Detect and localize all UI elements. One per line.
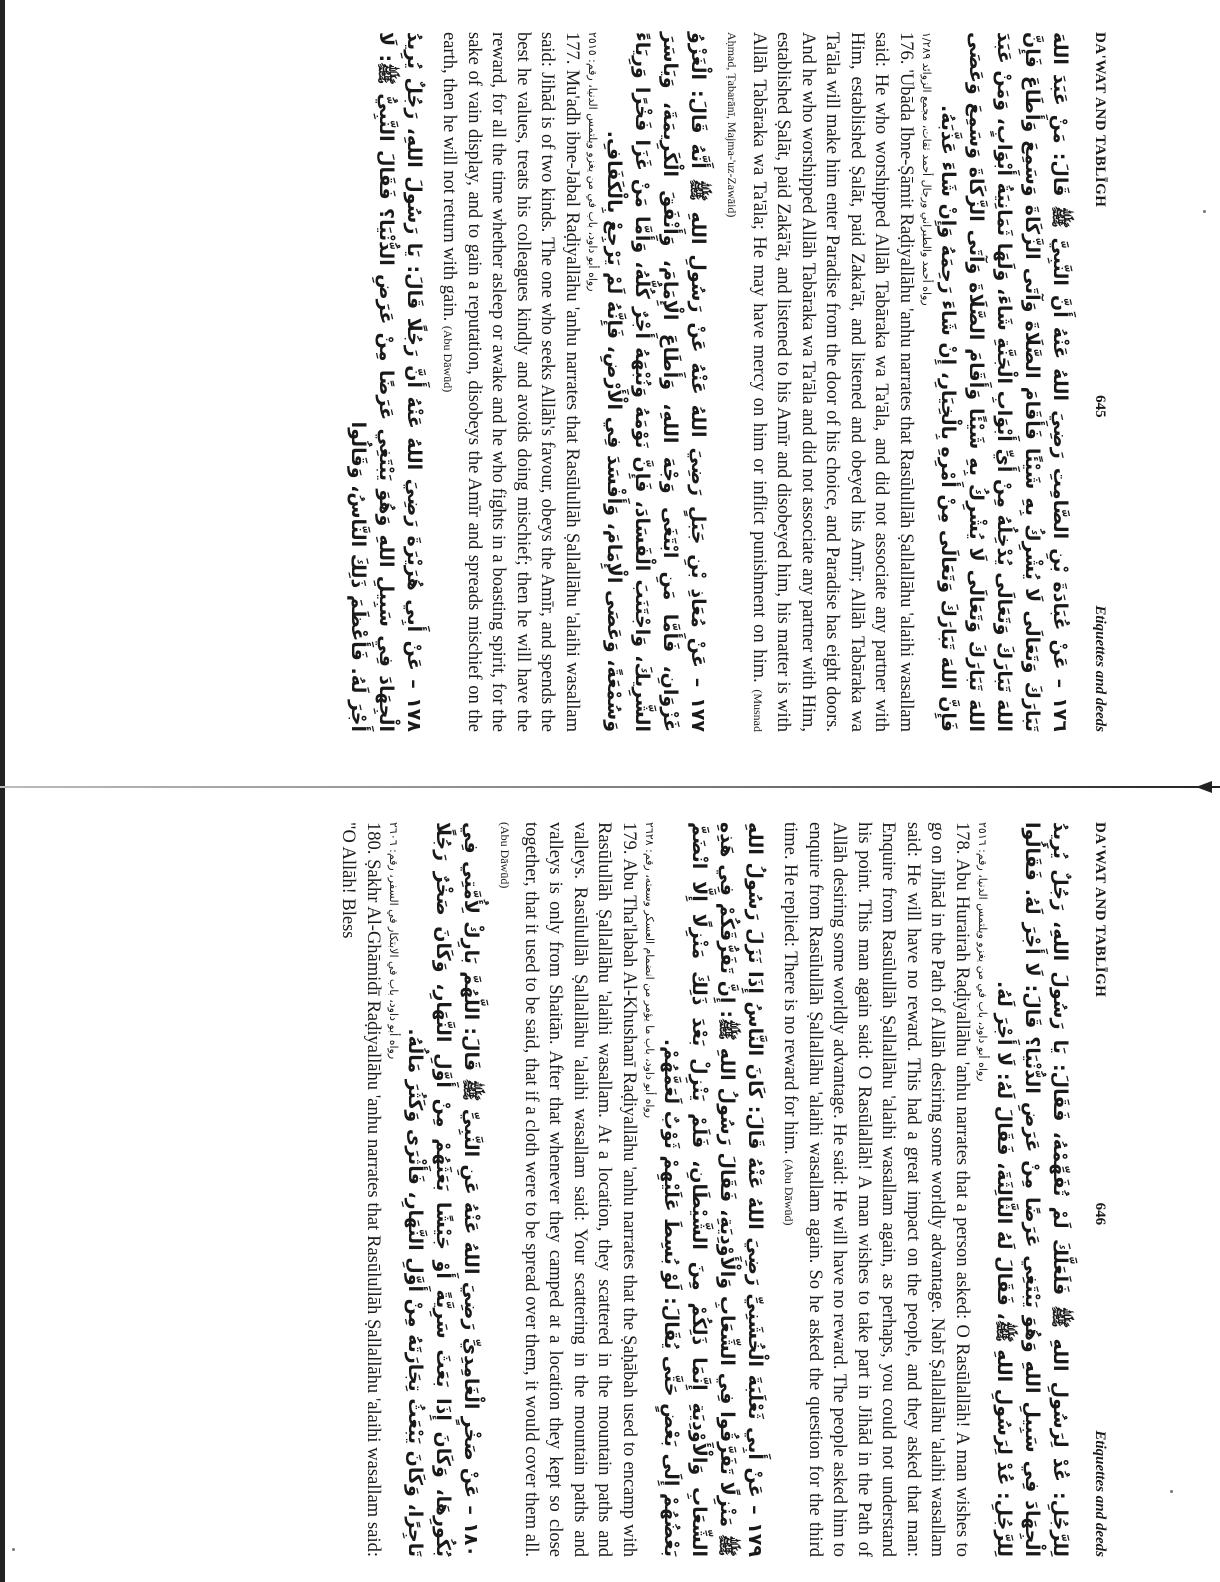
page-header bbox=[1074, 822, 1108, 1557]
scan-speck bbox=[1203, 210, 1206, 213]
hadith-178-reference: رواه أبو داود، باب في من يغزو ويلتمس الدنيا، رقم: ٢٥١٦ bbox=[976, 822, 989, 1082]
hadith-178-source: (Abu Dāwūd) bbox=[782, 1159, 797, 1226]
page-number: 645 bbox=[1092, 395, 1108, 418]
hadith-180-reference: رواه أبو داود، باب في الابتكار في السفر، رقم: ٢٦٠٦ bbox=[387, 822, 400, 1060]
hadith-178-english bbox=[777, 822, 974, 1557]
hadith-180-english: 180. Ṣakhr Al-Ghāmidī Raḍiyallāhu 'anhu narrates that Rasūlullāh Ṣallallāhu 'alaihi wasallam said: "O Allāh! Bless bbox=[338, 822, 383, 1557]
hadith-176-source: (Musnad Aḥmad, Ṭabarānī, Majma-'uz-Zawāid) bbox=[725, 32, 765, 733]
section-title: Etiquettes and deeds bbox=[1092, 1430, 1108, 1557]
book-page-645 bbox=[98, 32, 1108, 732]
hadith-176-reference: رواه أحمد والطبراني ورجال أحمد ثقات، مجمع الزوائد ١/٢٨٩ bbox=[920, 32, 933, 306]
book-title: DA'WAT AND TABLĪGH bbox=[1092, 32, 1108, 208]
hadith-177-source: (Abu Dāwūd) bbox=[441, 325, 456, 393]
hadith-179-reference: رواه أبو داود، باب ما يؤمر من انضمام العسكر وسعته، رقم: ٢٦٢٨ bbox=[643, 822, 656, 1119]
book-page-646 bbox=[98, 822, 1108, 1557]
page-header bbox=[1074, 32, 1108, 732]
book-title: DA'WAT AND TABLĪGH bbox=[1092, 822, 1108, 998]
hadith-178-translation: 178. Abu Hurairah Raḍiyallāhu 'anhu narrates that a person asked: O Rasūlallāh! A man wishes to go on Jihād in the Path of Allāh desiring some worldly advantage. Nabī Ṣallallāhu 'alaihi wasallam said: He will have no reward. This had a great impact on the people, and they asked that man: Enquire from Rasūlullāh Ṣallallāhu 'alaihi wasallam again, as perhaps, you could not understand his point. This man again said: O Rasūlallāh! A man wishes to take part in Jihād in the Path of Allāh desiring some worldly advantage. He said: He will have no reward. The people asked him to enquire from Rasūlullāh Ṣallallāhu 'alaihi wasallam again. So he asked the question for the third time. He replied: There is no reward for him. bbox=[780, 822, 972, 1557]
page-number: 646 bbox=[1092, 1202, 1108, 1226]
scan-spine-edge bbox=[0, 0, 5, 1582]
scan-speck bbox=[1170, 1490, 1173, 1493]
hadith-176-translation: 176. 'Ubāda Ibne-Ṣāmit Raḍiyallāhu 'anhu narrates that Rasūlullāh Ṣallallāhu 'alaihi wasallam said: He who worshipped Allāh Tabāraka wa Ta'āla, and did not associate any partner with Him, established Ṣalāt, paid Zaka'āt, and listened and obeyed his Amīr; Allāh Tabāraka wa Ta'āla will make him enter Paradise from the door of his choice, and Paradise has eight doors. And he who worshipped Allāh Tabāraka wa Ta'āla and did not associate any partner with Him, established Ṣalāt, paid Zakā'āt, and listened to his Amīr and disobeyed him, his matter is with Allāh Tabāraka wa Ta'āla; He may have mercy on him or inflict punishment on him. bbox=[749, 32, 916, 732]
hadith-179-source: (Abu Dāwūd) bbox=[498, 822, 513, 889]
page-fold-line bbox=[0, 786, 1220, 788]
hadith-179-translation: 179. Abu Tha'labah Al-Khushanī Raḍiyallāhu 'anhu narrates that the Ṣaḥābah used to encamp with Rasūlullāh Ṣallallāhu 'alaihi wasallam. At a location, they scattered in the mountain paths and valleys. Rasūlullāh Ṣallallāhu 'alaihi wasallam said: Your scattering in the mountain paths and valleys is only from Shaitān. After that whenever they camped at a location they kept so close together, that it used to be said, that if a cloth were to be spread over them, it would cover them all. bbox=[521, 822, 639, 1557]
fold-marker bbox=[1196, 781, 1212, 793]
hadith-176-arabic: ١٧٦ – عَنْ عُبَادَةَ بْنِ الصَّامِتِ رَضِيَ اللهُ عَنْهُ أَنَّ النَّبِيَّ ﷺ قَالَ: مَنْ عَبَدَ اللهَ تَبَارَكَ وَتَعَالَى لَا يُشْرِكُ بِهِ شَيْئًا فَأَقَامَ الصَّلَاةَ وَآتَى الزَّكَاةَ وَسَمِعَ وَأَطَاعَ فَإِنَّ اللهَ تَبَارَكَ وَتَعَالَى يُدْخِلُهُ مِنْ أَيِّ أَبْوَابِ الْجَنَّةِ شَاءَ، وَلَهَا ثَمَانِيَةُ أَبْوَابٍ، وَمَنْ عَبَدَ اللهَ تَبَارَكَ وَتَعَالَى لَا يُشْرِكُ بِهِ شَيْئًا وَأَقَامَ الصَّلَاةَ وَآتَى الزَّكَاةَ وَسَمِعَ وَعَصَى فَإِنَّ اللهَ تَبَارَكَ وَتَعَالَى مِنْ أَمْرِهِ بِالْخِيَارِ، إِنْ شَاءَ رَحِمَهُ وَإِنْ شَاءَ عَذَّبَهُ. bbox=[937, 32, 1071, 732]
hadith-177-reference: رواه أبو داود، باب في من يغزو ويلتمس الدنيا، رقم: ٢٥١٥ bbox=[586, 32, 599, 292]
hadith-176-english bbox=[720, 32, 918, 732]
section-title: Etiquettes and deeds bbox=[1092, 605, 1108, 732]
hadith-178-arabic-cont: لِلرَّجُلِ: عُدْ لِرَسُولِ اللهِ ﷺ فَلَعَلَّكَ لَمْ تُفَهِّمْهُ، فَقَالَ: يَا رَسُولَ اللهِ، رَجُلٌ يُرِيدُ الْجِهَادَ فِي سَبِيلِ اللهِ وَهُوَ يَبْتَغِي عَرَضًا مِنْ عَرَضِ الدُّنْيَا؟ قَالَ: لَا أَجْرَ لَهُ. فَقَالُوا لِلرَّجُلِ: عُدْ لِرَسُولِ اللهِ ﷺ، فَقَالَ لَهُ الثَّالِثَةَ، فَقَالَ لَهُ: لَا أَجْرَ لَهُ. bbox=[993, 822, 1071, 1557]
hadith-180-arabic: ١٨٠ – عَنْ صَخْرٍ الْغَامِدِيِّ رَضِيَ اللهُ عَنْهُ عَنِ النَّبِيِّ ﷺ قَالَ: اللَّهُمَّ بَارِكْ لِأُمَّتِي فِي بُكُورِهَا، وَكَانَ إِذَا بَعَثَ سَرِيَّةً أَوْ جَيْشًا بَعَثَهُمْ مِنْ أَوَّلِ النَّهَارِ، وَكَانَ صَخْرٌ رَجُلًا تَاجِرًا، وَكَانَ يَبْعَثُ تِجَارَتَهُ مِنْ أَوَّلِ النَّهَارِ، فَأَثْرَى وَكَثُرَ مَالُهُ. bbox=[404, 822, 482, 1557]
hadith-179-arabic: ١٧٩ – عَنْ أَبِي ثَعْلَبَةَ الْخُشَنِيِّ رَضِيَ اللهُ عَنْهُ قَالَ: كَانَ النَّاسُ إِذَا نَزَلَ رَسُولُ اللهِ ﷺ مَنْزِلًا تَفَرَّقُوا فِي الشِّعَابِ وَالْأَوْدِيَةِ، فَقَالَ رَسُولُ اللهِ ﷺ: إِنَّ تَفَرُّقَكُمْ فِي هَذِهِ الشِّعَابِ وَالْأَوْدِيَةِ إِنَّمَا ذَلِكُمْ مِنَ الشَّيْطَانِ، فَلَمْ يَنْزِلْ بَعْدَ ذَلِكَ مَنْزِلًا إِلَّا انْضَمَّ بَعْضُهُمْ إِلَى بَعْضٍ حَتَّى يُقَالَ: لَوْ بُسِطَ عَلَيْهِمْ ثَوْبٌ لَعَمَّهُمْ. bbox=[660, 822, 766, 1557]
hadith-177-translation: 177. Mu'adh ibne-Jabal Raḍiyallāhu 'anhu narrates that Rasūlullāh Ṣallallāhu 'alaihi wasallam said: Jihād is of two kinds. The one who seeks Allāh's favour, obeys the Amīr, and spends the best he values, treats his colleagues kindly and avoids doing mischief; then he will have the reward, for all the time whether asleep or awake and he who fights in a boasting spirit, for the sake of vain display, and to gain a reputation, disobeys the Amīr and spreads mischief on the earth, then he will not return with gain. bbox=[439, 32, 582, 732]
hadith-179-english bbox=[493, 822, 641, 1557]
hadith-178-arabic-start: ١٧٨ – عَنْ أَبِي هُرَيْرَةَ رَضِيَ اللهُ عَنْهُ أَنَّ رَجُلًا قَالَ: يَا رَسُولَ اللهِ، رَجُلٌ يُرِيدُ الْجِهَادَ فِي سَبِيلِ اللهِ وَهُوَ يَبْتَغِي عَرَضًا مِنْ عَرَضِ الدُّنْيَا؟ فَقَالَ النَّبِيُّ ﷺ: لَا أَجْرَ لَهُ. فَأَعْظَمَ ذَلِكَ النَّاسُ، وَقَالُوا bbox=[347, 32, 425, 732]
scan-speck bbox=[12, 1548, 15, 1551]
hadith-177-english bbox=[436, 32, 584, 732]
hadith-177-arabic: ١٧٧ – عَنْ مُعَاذِ بْنِ جَبَلٍ رَضِيَ اللهُ عَنْهُ عَنْ رَسُولِ اللهِ ﷺ أَنَّهُ قَالَ: الْغَزْوُ غَزْوَانِ، فَأَمَّا مَنِ ابْتَغَى وَجْهَ اللهِ، وَأَطَاعَ الْإِمَامَ، وَأَنْفَقَ الْكَرِيمَةَ، وَيَاسَرَ الشَّرِيكَ، وَاجْتَنَبَ الْفَسَادَ، فَإِنَّ نَوْمَهُ وَنُبْهَهُ أَجْرٌ كُلُّهُ، وَأَمَّا مَنْ غَزَا فَخْرًا وَرِيَاءً وَسُمْعَةً، وَعَصَى الْإِمَامَ، وَأَفْسَدَ فِي الْأَرْضِ، فَإِنَّهُ لَمْ يَرْجِعْ بِالْكَفَافِ. bbox=[603, 32, 709, 732]
